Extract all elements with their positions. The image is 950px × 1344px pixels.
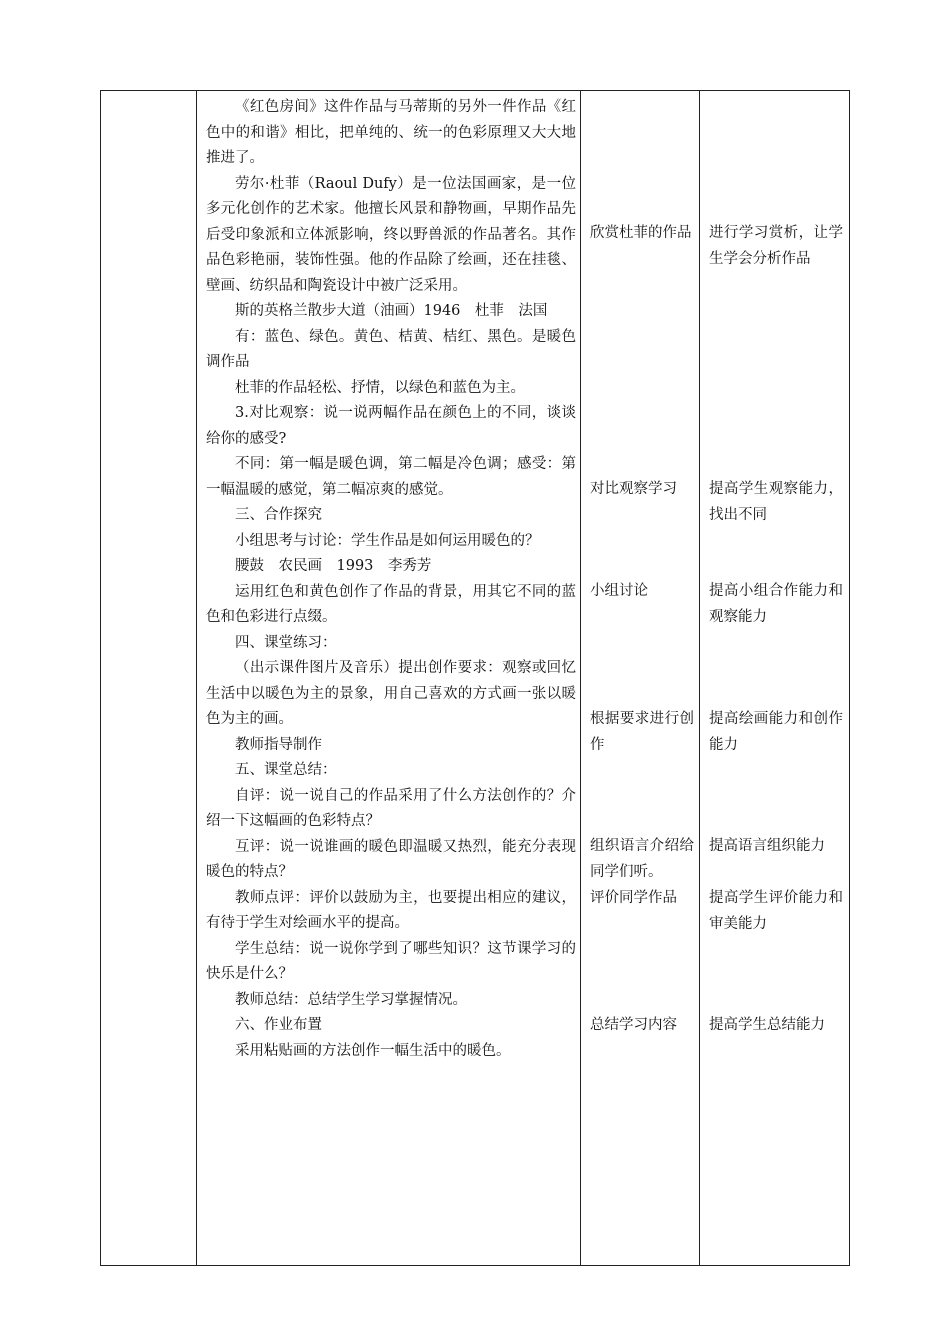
student-activity: 评价同学作品: [590, 890, 677, 906]
paragraph: 教师点评：评价以鼓励为主，也要提出相应的建议，有待于学生对绘画水平的提高。: [206, 889, 576, 931]
section-heading: 四、课堂练习：: [235, 634, 337, 651]
paragraph: 腰鼓 农民画 1993 李秀芳: [235, 558, 432, 574]
student-activity: 小组讨论: [590, 583, 648, 599]
paragraph: 互评：说一说谁画的暖色即温暖又热烈，能充分表现暖色的特点？: [206, 838, 576, 880]
design-intent: 提高学生观察能力，找出不同: [709, 481, 843, 523]
design-intent: 提高小组合作能力和观察能力: [709, 583, 843, 625]
paragraph: 运用红色和黄色创作了作品的背景，用其它不同的蓝色和色彩进行点缀。: [206, 583, 576, 625]
paragraph: 有：蓝色、绿色。黄色、桔黄、桔红、黑色。是暖色调作品: [206, 328, 576, 370]
design-intent: 提高语言组织能力: [709, 838, 825, 854]
paragraph: 教师指导制作: [235, 736, 322, 753]
column-divider: [196, 91, 197, 1265]
lesson-table: [100, 90, 850, 1266]
design-intent: 提高绘画能力和创作能力: [709, 711, 843, 753]
paragraph: 劳尔·杜菲（Raoul Dufy）是一位法国画家，是一位多元化创作的艺术家。他擅长风景和静物画，早期作品先后受印象派和立体派影响，终以野兽派的作品著名。其作品色彩艳丽，装饰性强。他的作品除了绘画，还在挂毯、壁画、纺织品和陶瓷设计中被广泛采用。: [206, 175, 576, 294]
section-heading: 五、课堂总结：: [235, 762, 337, 778]
design-intent: 提高学生评价能力和审美能力: [709, 890, 843, 932]
design-intent: 进行学习赏析，让学生学会分析作品: [709, 225, 843, 267]
paragraph: 《红色房间》这件作品与马蒂斯的另外一件作品《红色中的和谐》相比，把单纯的、统一的色彩原理又大大地推进了。: [206, 99, 576, 166]
paragraph: 教师总结：总结学生学习掌握情况。: [235, 991, 467, 1008]
paragraph: 学生总结：说一说你学到了哪些知识？这节课学习的快乐是什么？: [206, 940, 576, 982]
column-divider: [699, 91, 700, 1265]
student-activity: 组织语言介绍给同学们听。: [590, 838, 694, 880]
paragraph: 小组思考与讨论：学生作品是如何运用暖色的？: [235, 532, 540, 549]
paragraph: 3.对比观察：说一说两幅作品在颜色上的不同，谈谈给你的感受?: [206, 405, 576, 447]
paragraph: （出示课件图片及音乐）提出创作要求：观察或回忆生活中以暖色为主的景象，用自己喜欢的方式画一张以暖色为主的画。: [206, 660, 576, 727]
paragraph: 斯的英格兰散步大道（油画）1946 杜菲 法国: [235, 303, 548, 319]
paragraph: 杜菲的作品轻松、抒情，以绿色和蓝色为主。: [235, 379, 525, 396]
design-intent: 提高学生总结能力: [709, 1017, 825, 1033]
paragraph: 采用粘贴画的方法创作一幅生活中的暖色。: [235, 1042, 511, 1059]
section-heading: 三、合作探究: [235, 507, 322, 523]
student-activity: 欣赏杜菲的作品: [590, 225, 692, 241]
paragraph: 不同：第一幅是暖色调，第二幅是冷色调；感受：第一幅温暖的感觉，第二幅凉爽的感觉。: [206, 456, 576, 498]
student-activity: 对比观察学习: [590, 481, 677, 497]
student-activity: 总结学习内容: [590, 1017, 677, 1033]
teaching-content-column: [206, 95, 576, 1064]
paragraph: 自评：说一说自己的作品采用了什么方法创作的？介绍一下这幅画的色彩特点？: [206, 787, 576, 829]
student-activity: 根据要求进行创作: [590, 711, 694, 753]
section-heading: 六、作业布置: [235, 1017, 322, 1033]
column-divider: [580, 91, 581, 1265]
